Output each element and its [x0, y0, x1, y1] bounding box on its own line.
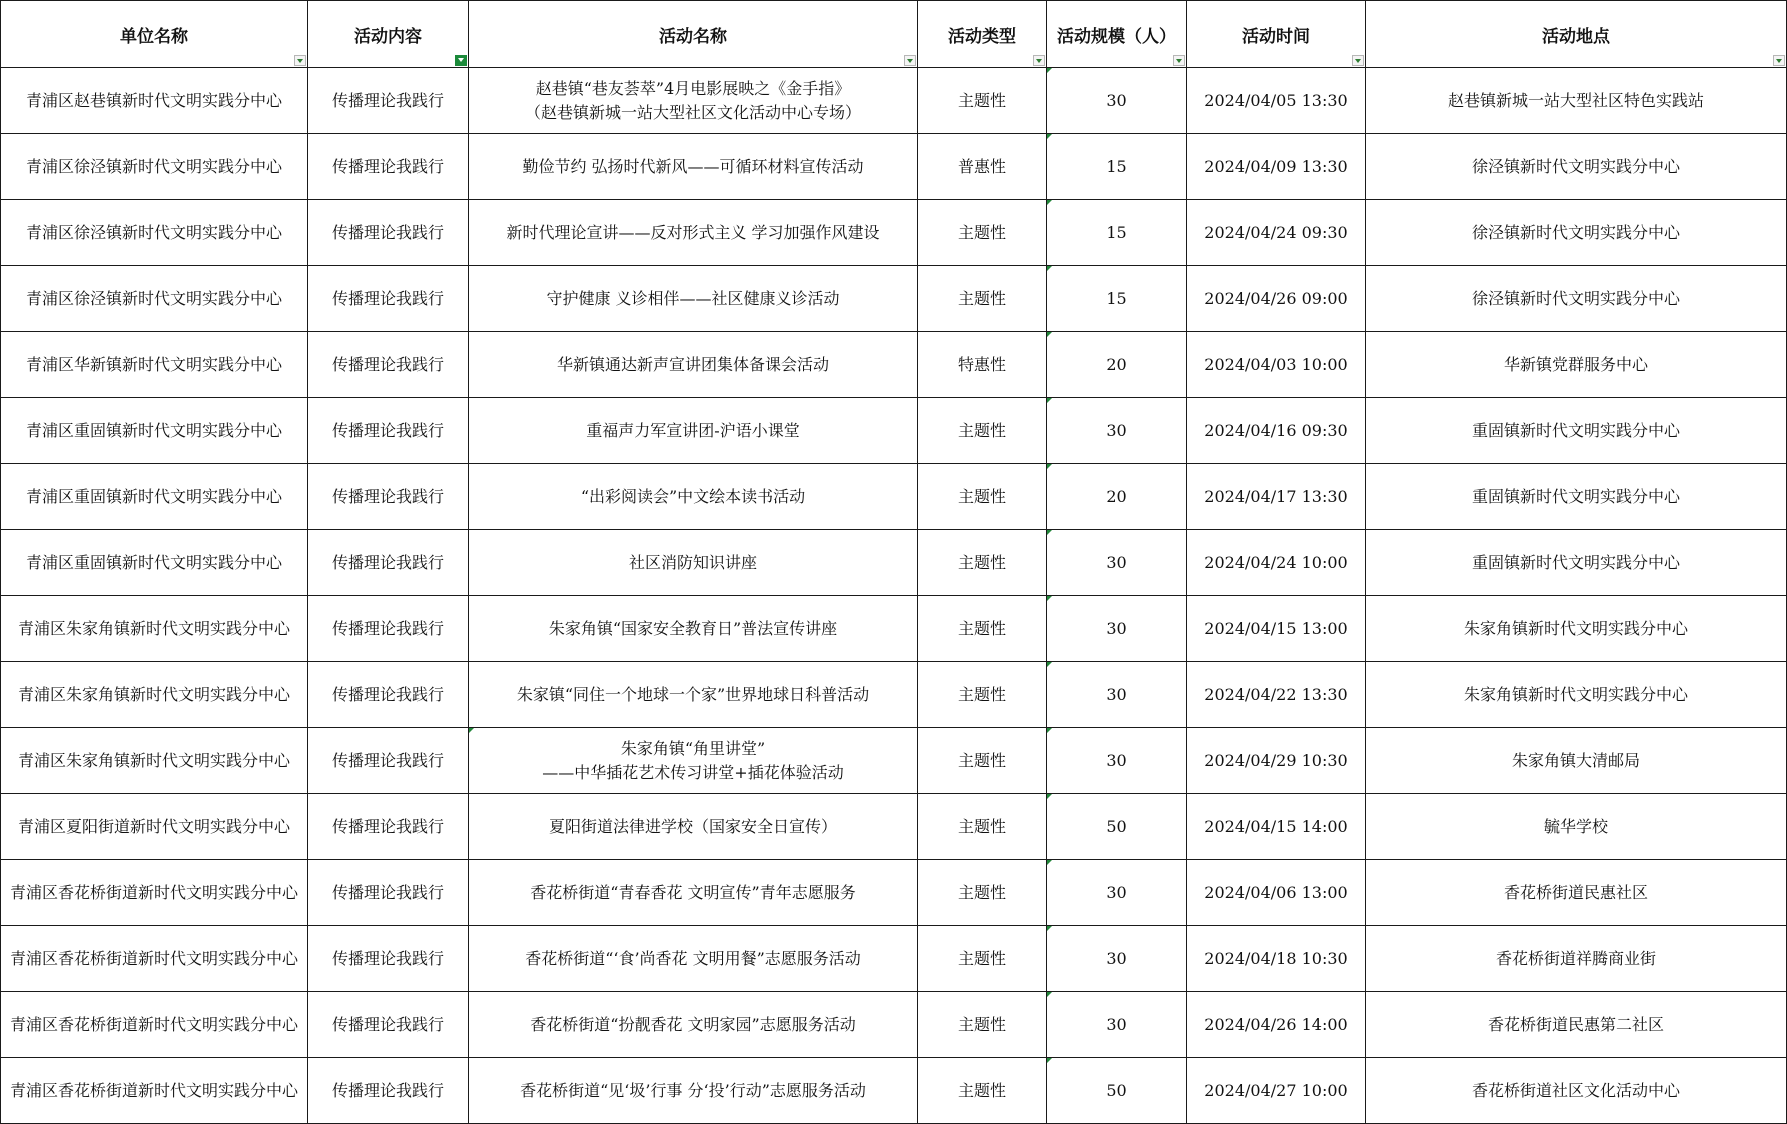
cell-content[interactable]: [308, 860, 469, 926]
cell-content[interactable]: [308, 266, 469, 332]
table-row: [1, 464, 1787, 530]
cell-location[interactable]: [1366, 464, 1787, 530]
cell-unit[interactable]: [1, 398, 308, 464]
cell-text-line: 朱家角镇“角里讲堂”: [620, 738, 766, 758]
cell-text: 主题性: [957, 684, 1006, 704]
cell-text: 青浦区香花桥街道新时代文明实践分中心: [9, 882, 298, 902]
cell-text: 青浦区重固镇新时代文明实践分中心: [25, 486, 282, 506]
cell-unit[interactable]: [1, 1058, 308, 1124]
cell-text: 传播理论我践行: [331, 90, 444, 110]
cell-marker-icon: [1047, 728, 1052, 733]
cell-scale[interactable]: [1047, 68, 1187, 134]
cell-text: 主题性: [957, 1080, 1006, 1100]
cell-text-line: 社区消防知识讲座: [628, 552, 757, 572]
header-label: 活动内容: [354, 26, 422, 47]
table-row: [1, 728, 1787, 794]
cell-text: 青浦区徐泾镇新时代文明实践分中心: [25, 288, 282, 308]
cell-text: 2024/04/15 13:00: [1204, 618, 1348, 638]
cell-text: 青浦区朱家角镇新时代文明实践分中心: [17, 618, 290, 638]
cell-text-line: 香花桥街道“扮靓香花 文明家园”志愿服务活动: [530, 1014, 856, 1034]
cell-activity-name[interactable]: [469, 68, 918, 134]
cell-location[interactable]: [1366, 662, 1787, 728]
header-activity-name[interactable]: [469, 1, 918, 68]
cell-text: 2024/04/24 09:30: [1204, 222, 1348, 242]
header-label: 活动名称: [659, 26, 727, 47]
cell-text: 主题性: [957, 750, 1006, 770]
cell-marker-icon: [1047, 68, 1052, 73]
cell-marker-icon: [1047, 266, 1052, 271]
cell-location[interactable]: [1366, 68, 1787, 134]
header-label: 单位名称: [120, 26, 188, 47]
cell-text: 传播理论我践行: [331, 948, 444, 968]
cell-text-line: 重福声力军宣讲团-沪语小课堂: [586, 420, 800, 440]
cell-activity-name[interactable]: [469, 992, 918, 1058]
header-label: 活动地点: [1542, 26, 1610, 47]
cell-text-line: 朱家角镇“国家安全教育日”普法宣传讲座: [548, 618, 838, 638]
cell-type[interactable]: [918, 68, 1047, 134]
cell-location[interactable]: [1366, 926, 1787, 992]
cell-time[interactable]: [1187, 398, 1366, 464]
cell-text: 2024/04/09 13:30: [1204, 156, 1348, 176]
cell-content[interactable]: [308, 68, 469, 134]
cell-text: 传播理论我践行: [331, 1014, 444, 1034]
table-row: [1, 794, 1787, 860]
cell-text: 传播理论我践行: [331, 750, 444, 770]
cell-unit[interactable]: [1, 332, 308, 398]
cell-text: 2024/04/29 10:30: [1204, 750, 1348, 770]
cell-unit[interactable]: [1, 68, 308, 134]
cell-text: 青浦区华新镇新时代文明实践分中心: [25, 354, 282, 374]
table-row: [1, 68, 1787, 134]
cell-marker-icon: [1047, 200, 1052, 205]
cell-scale[interactable]: [1047, 332, 1187, 398]
cell-text: 30: [1106, 90, 1127, 110]
cell-text-line: 新时代理论宣讲——反对形式主义 学习加强作风建设: [506, 222, 880, 242]
cell-marker-icon: [1047, 662, 1052, 667]
cell-text: 传播理论我践行: [331, 552, 444, 572]
table-row: [1, 662, 1787, 728]
cell-location[interactable]: [1366, 728, 1787, 794]
cell-text: 30: [1106, 420, 1127, 440]
cell-location[interactable]: [1366, 266, 1787, 332]
cell-content[interactable]: [308, 530, 469, 596]
header-row: [1, 1, 1787, 68]
cell-type[interactable]: [918, 794, 1047, 860]
cell-location[interactable]: [1366, 1058, 1787, 1124]
cell-text: 青浦区香花桥街道新时代文明实践分中心: [9, 948, 298, 968]
cell-activity-name[interactable]: [469, 266, 918, 332]
cell-text: 青浦区朱家角镇新时代文明实践分中心: [17, 684, 290, 704]
cell-content[interactable]: [308, 728, 469, 794]
cell-marker-icon: [1047, 596, 1052, 601]
header-label: 活动类型: [948, 26, 1016, 47]
cell-text: 重固镇新时代文明实践分中心: [1471, 552, 1680, 572]
cell-activity-name[interactable]: [469, 926, 918, 992]
cell-marker-icon: [1047, 1058, 1052, 1063]
cell-text: 主题性: [957, 1014, 1006, 1034]
cell-text: 主题性: [957, 420, 1006, 440]
table-row: [1, 860, 1787, 926]
table-row: [1, 926, 1787, 992]
cell-text: 香花桥街道民惠社区: [1503, 882, 1648, 902]
cell-marker-icon: [1047, 794, 1052, 799]
table-row: [1, 596, 1787, 662]
cell-activity-name[interactable]: [469, 530, 918, 596]
cell-text: 主题性: [957, 618, 1006, 638]
cell-location[interactable]: [1366, 398, 1787, 464]
cell-text-line: 朱家镇“同住一个地球一个家”世界地球日科普活动: [516, 684, 870, 704]
cell-activity-name[interactable]: [469, 662, 918, 728]
cell-unit[interactable]: [1, 134, 308, 200]
cell-scale[interactable]: [1047, 992, 1187, 1058]
cell-scale[interactable]: [1047, 728, 1187, 794]
cell-scale[interactable]: [1047, 464, 1187, 530]
cell-type[interactable]: [918, 662, 1047, 728]
cell-text: 30: [1106, 1014, 1127, 1034]
table-row: [1, 134, 1787, 200]
cell-unit[interactable]: [1, 662, 308, 728]
cell-marker-icon: [1047, 860, 1052, 865]
cell-text: 传播理论我践行: [331, 156, 444, 176]
table-row: [1, 266, 1787, 332]
cell-scale[interactable]: [1047, 134, 1187, 200]
cell-activity-name[interactable]: [469, 728, 918, 794]
filter-dropdown-icon[interactable]: [904, 55, 916, 66]
cell-scale[interactable]: [1047, 530, 1187, 596]
cell-text: 2024/04/26 09:00: [1204, 288, 1348, 308]
cell-activity-name[interactable]: [469, 398, 918, 464]
cell-text: 朱家角镇新时代文明实践分中心: [1463, 618, 1688, 638]
cell-scale[interactable]: [1047, 398, 1187, 464]
cell-marker-icon: [1047, 992, 1052, 997]
cell-unit[interactable]: [1, 926, 308, 992]
cell-unit[interactable]: [1, 860, 308, 926]
cell-marker-icon: [469, 728, 474, 733]
cell-type[interactable]: [918, 926, 1047, 992]
cell-text: 2024/04/03 10:00: [1204, 354, 1348, 374]
cell-time[interactable]: [1187, 926, 1366, 992]
cell-content[interactable]: [308, 332, 469, 398]
cell-text: 毓华学校: [1543, 816, 1608, 836]
cell-time[interactable]: [1187, 1058, 1366, 1124]
cell-time[interactable]: [1187, 662, 1366, 728]
cell-text: 主题性: [957, 288, 1006, 308]
cell-marker-icon: [1047, 134, 1052, 139]
cell-activity-name[interactable]: [469, 134, 918, 200]
cell-type[interactable]: [918, 332, 1047, 398]
cell-marker-icon: [1047, 926, 1052, 931]
cell-location[interactable]: [1366, 596, 1787, 662]
cell-text: 2024/04/17 13:30: [1204, 486, 1348, 506]
cell-text: 2024/04/24 10:00: [1204, 552, 1348, 572]
cell-text: 主题性: [957, 486, 1006, 506]
cell-text: 15: [1106, 222, 1127, 242]
cell-text: 徐泾镇新时代文明实践分中心: [1471, 222, 1680, 242]
filter-dropdown-icon[interactable]: [294, 55, 306, 66]
header-label: 活动时间: [1242, 26, 1310, 47]
cell-location[interactable]: [1366, 860, 1787, 926]
cell-time[interactable]: [1187, 992, 1366, 1058]
cell-text: 2024/04/26 14:00: [1204, 1014, 1348, 1034]
cell-text: 30: [1106, 882, 1127, 902]
cell-scale[interactable]: [1047, 794, 1187, 860]
cell-marker-icon: [1047, 332, 1052, 337]
cell-time[interactable]: [1187, 200, 1366, 266]
table-row: [1, 1058, 1787, 1124]
cell-content[interactable]: [308, 464, 469, 530]
cell-text-line: 香花桥街道“青春香花 文明宣传”青年志愿服务: [530, 882, 856, 902]
cell-activity-name[interactable]: [469, 596, 918, 662]
cell-text: 重固镇新时代文明实践分中心: [1471, 486, 1680, 506]
cell-time[interactable]: [1187, 596, 1366, 662]
cell-text: 青浦区夏阳街道新时代文明实践分中心: [17, 816, 290, 836]
cell-text: 华新镇党群服务中心: [1503, 354, 1648, 374]
cell-unit[interactable]: [1, 728, 308, 794]
cell-content[interactable]: [308, 1058, 469, 1124]
cell-content[interactable]: [308, 662, 469, 728]
cell-activity-name[interactable]: [469, 1058, 918, 1124]
cell-text: 朱家角镇大清邮局: [1511, 750, 1640, 770]
cell-text: 香花桥街道民惠第二社区: [1487, 1014, 1664, 1034]
cell-text: 传播理论我践行: [331, 1080, 444, 1100]
filter-dropdown-icon[interactable]: [1352, 55, 1364, 66]
cell-content[interactable]: [308, 200, 469, 266]
cell-text: 50: [1106, 816, 1127, 836]
header-type[interactable]: [918, 1, 1047, 68]
cell-text: 2024/04/22 13:30: [1204, 684, 1348, 704]
cell-time[interactable]: [1187, 134, 1366, 200]
cell-text: 青浦区赵巷镇新时代文明实践分中心: [25, 90, 282, 110]
cell-text: 主题性: [957, 948, 1006, 968]
cell-type[interactable]: [918, 398, 1047, 464]
cell-text: 传播理论我践行: [331, 618, 444, 638]
cell-text-line: 华新镇通达新声宣讲团集体备课会活动: [556, 354, 829, 374]
cell-text: 徐泾镇新时代文明实践分中心: [1471, 288, 1680, 308]
cell-text-line: 赵巷镇“巷友荟萃”4月电影展映之《金手指》: [535, 78, 851, 98]
cell-activity-name[interactable]: [469, 464, 918, 530]
cell-content[interactable]: [308, 134, 469, 200]
cell-text: 香花桥街道祥腾商业街: [1495, 948, 1656, 968]
cell-text: 2024/04/05 13:30: [1204, 90, 1348, 110]
cell-time[interactable]: [1187, 332, 1366, 398]
table-row: [1, 530, 1787, 596]
cell-unit[interactable]: [1, 200, 308, 266]
cell-unit[interactable]: [1, 266, 308, 332]
cell-scale[interactable]: [1047, 926, 1187, 992]
cell-type[interactable]: [918, 860, 1047, 926]
cell-text: 30: [1106, 552, 1127, 572]
cell-marker-icon: [1047, 530, 1052, 535]
cell-text: 30: [1106, 684, 1127, 704]
header-time[interactable]: [1187, 1, 1366, 68]
header-content[interactable]: [308, 1, 469, 68]
cell-location[interactable]: [1366, 530, 1787, 596]
cell-text: 2024/04/15 14:00: [1204, 816, 1348, 836]
table-row: [1, 398, 1787, 464]
cell-text: 20: [1106, 486, 1127, 506]
cell-text-line: 香花桥街道“见‘圾’行事 分‘投’行动”志愿服务活动: [520, 1080, 866, 1100]
cell-scale[interactable]: [1047, 860, 1187, 926]
header-unit[interactable]: [1, 1, 308, 68]
cell-text: 青浦区香花桥街道新时代文明实践分中心: [9, 1014, 298, 1034]
cell-text: 主题性: [957, 222, 1006, 242]
cell-type[interactable]: [918, 596, 1047, 662]
cell-text: 朱家角镇新时代文明实践分中心: [1463, 684, 1688, 704]
cell-type[interactable]: [918, 530, 1047, 596]
cell-content[interactable]: [308, 926, 469, 992]
cell-text: 主题性: [957, 552, 1006, 572]
cell-text-line: 夏阳街道法律进学校（国家安全日宣传）: [548, 816, 837, 836]
cell-activity-name[interactable]: [469, 860, 918, 926]
cell-content[interactable]: [308, 794, 469, 860]
cell-text-line: 守护健康 义诊相伴——社区健康义诊活动: [546, 288, 840, 308]
cell-text: 赵巷镇新城一站大型社区特色实践站: [1447, 90, 1704, 110]
cell-text: 青浦区徐泾镇新时代文明实践分中心: [25, 222, 282, 242]
cell-time[interactable]: [1187, 530, 1366, 596]
cell-location[interactable]: [1366, 992, 1787, 1058]
header-label: 活动规模（人）: [1057, 26, 1176, 47]
cell-text: 15: [1106, 288, 1127, 308]
cell-text: 传播理论我践行: [331, 420, 444, 440]
cell-text: 主题性: [957, 90, 1006, 110]
table-row: [1, 200, 1787, 266]
cell-text-line: ——中华插花艺术传习讲堂+插花体验活动: [542, 762, 844, 782]
header-scale[interactable]: [1047, 1, 1187, 68]
cell-content[interactable]: [308, 992, 469, 1058]
cell-type[interactable]: [918, 464, 1047, 530]
cell-time[interactable]: [1187, 266, 1366, 332]
header-location[interactable]: [1366, 1, 1787, 68]
cell-time[interactable]: [1187, 794, 1366, 860]
cell-text: 传播理论我践行: [331, 816, 444, 836]
cell-unit[interactable]: [1, 596, 308, 662]
cell-text: 青浦区徐泾镇新时代文明实践分中心: [25, 156, 282, 176]
cell-scale[interactable]: [1047, 266, 1187, 332]
cell-text: 2024/04/16 09:30: [1204, 420, 1348, 440]
cell-type[interactable]: [918, 1058, 1047, 1124]
cell-activity-name[interactable]: [469, 794, 918, 860]
cell-text-line: 勤俭节约 弘扬时代新风——可循环材料宣传活动: [522, 156, 864, 176]
cell-text: 2024/04/06 13:00: [1204, 882, 1348, 902]
cell-text-line: 香花桥街道“‘食’尚香花 文明用餐”志愿服务活动: [525, 948, 861, 968]
cell-content[interactable]: [308, 596, 469, 662]
cell-marker-icon: [1047, 464, 1052, 469]
cell-text: 20: [1106, 354, 1127, 374]
table-row: [1, 992, 1787, 1058]
cell-unit[interactable]: [1, 794, 308, 860]
cell-scale[interactable]: [1047, 200, 1187, 266]
cell-type[interactable]: [918, 992, 1047, 1058]
cell-text: 传播理论我践行: [331, 288, 444, 308]
filter-dropdown-icon[interactable]: [1773, 55, 1785, 66]
cell-text: 主题性: [957, 816, 1006, 836]
cell-text-line: （赵巷镇新城一站大型社区文化活动中心专场）: [524, 102, 861, 122]
cell-text: 15: [1106, 156, 1127, 176]
cell-time[interactable]: [1187, 860, 1366, 926]
cell-text: 普惠性: [957, 156, 1006, 176]
cell-text: 2024/04/27 10:00: [1204, 1080, 1348, 1100]
cell-text: 特惠性: [957, 354, 1006, 374]
cell-text: 重固镇新时代文明实践分中心: [1471, 420, 1680, 440]
cell-type[interactable]: [918, 266, 1047, 332]
cell-text: 主题性: [957, 882, 1006, 902]
cell-type[interactable]: [918, 134, 1047, 200]
cell-location[interactable]: [1366, 332, 1787, 398]
cell-text: 30: [1106, 618, 1127, 638]
cell-text: 传播理论我践行: [331, 222, 444, 242]
cell-activity-name[interactable]: [469, 332, 918, 398]
cell-location[interactable]: [1366, 794, 1787, 860]
cell-text: 传播理论我践行: [331, 684, 444, 704]
cell-marker-icon: [1047, 398, 1052, 403]
cell-text: 青浦区朱家角镇新时代文明实践分中心: [17, 750, 290, 770]
cell-unit[interactable]: [1, 992, 308, 1058]
cell-text: 传播理论我践行: [331, 882, 444, 902]
table-row: [1, 332, 1787, 398]
filter-active-icon[interactable]: [455, 55, 467, 66]
filter-dropdown-icon[interactable]: [1033, 55, 1045, 66]
cell-scale[interactable]: [1047, 662, 1187, 728]
cell-text: 青浦区重固镇新时代文明实践分中心: [25, 552, 282, 572]
cell-unit[interactable]: [1, 464, 308, 530]
filter-dropdown-icon[interactable]: [1173, 55, 1185, 66]
cell-time[interactable]: [1187, 464, 1366, 530]
cell-text: 30: [1106, 948, 1127, 968]
cell-text: 2024/04/18 10:30: [1204, 948, 1348, 968]
cell-location[interactable]: [1366, 200, 1787, 266]
cell-text: 30: [1106, 750, 1127, 770]
cell-content[interactable]: [308, 398, 469, 464]
cell-text: 传播理论我践行: [331, 486, 444, 506]
cell-scale[interactable]: [1047, 1058, 1187, 1124]
cell-activity-name[interactable]: [469, 200, 918, 266]
cell-text: 50: [1106, 1080, 1127, 1100]
cell-scale[interactable]: [1047, 596, 1187, 662]
cell-unit[interactable]: [1, 530, 308, 596]
cell-text: 徐泾镇新时代文明实践分中心: [1471, 156, 1680, 176]
cell-text: 传播理论我践行: [331, 354, 444, 374]
cell-text: 香花桥街道社区文化活动中心: [1471, 1080, 1680, 1100]
cell-text: 青浦区香花桥街道新时代文明实践分中心: [9, 1080, 298, 1100]
cell-type[interactable]: [918, 200, 1047, 266]
cell-text-line: “出彩阅读会”中文绘本读书活动: [580, 486, 806, 506]
cell-location[interactable]: [1366, 134, 1787, 200]
cell-type[interactable]: [918, 728, 1047, 794]
cell-time[interactable]: [1187, 68, 1366, 134]
cell-time[interactable]: [1187, 728, 1366, 794]
cell-text: 青浦区重固镇新时代文明实践分中心: [25, 420, 282, 440]
